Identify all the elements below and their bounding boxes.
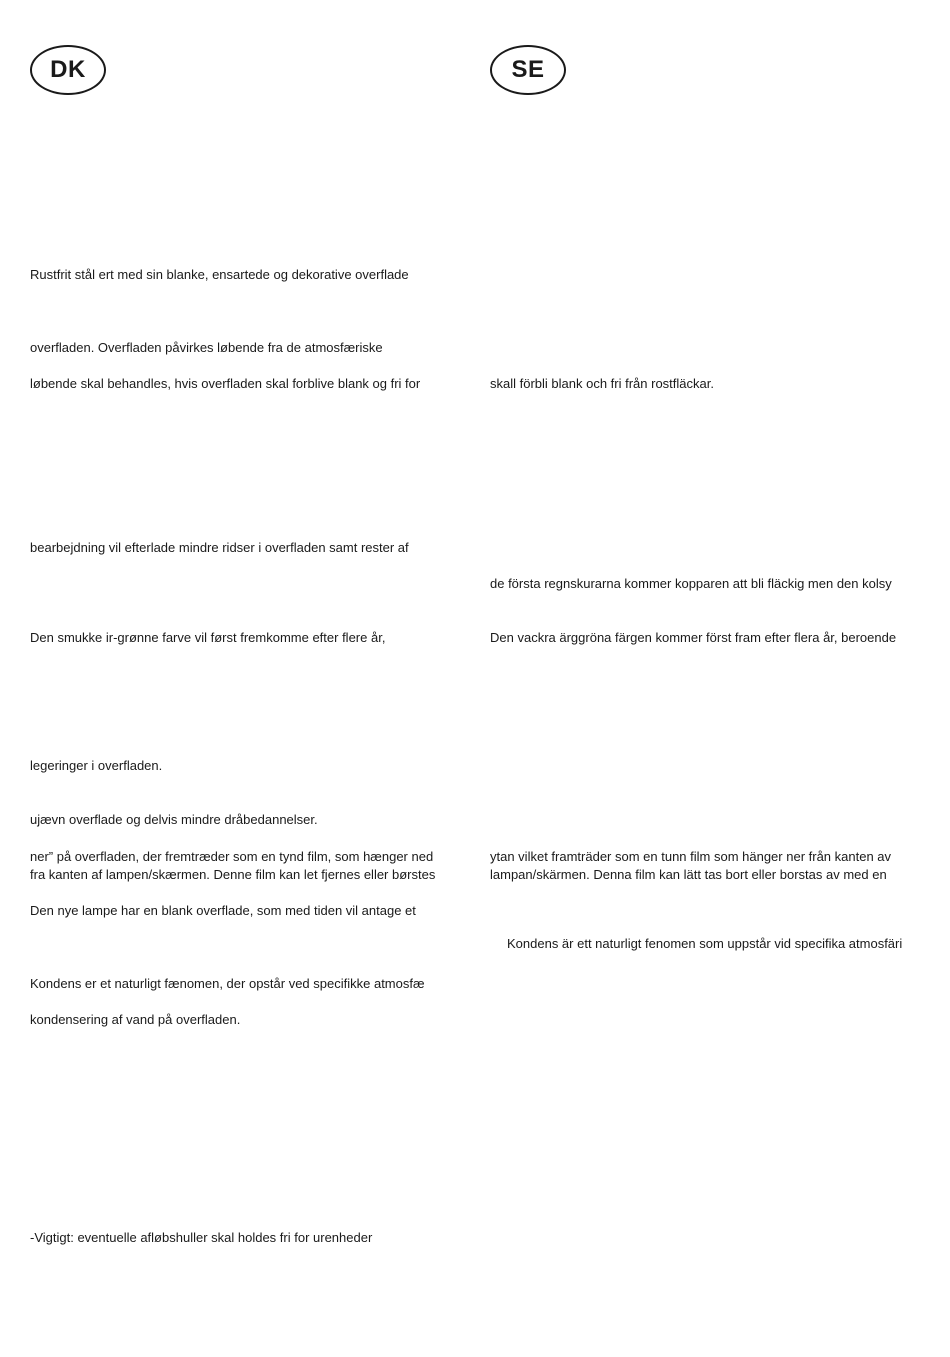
dk-text-line: Kondens er et naturligt fænomen, der opstår ved specifikke atmosfæ — [30, 976, 425, 991]
language-badge-dk: DK — [30, 45, 106, 95]
se-text-line: skall förbli blank och fri från rostfläckar. — [490, 376, 714, 391]
dk-text-line: ner” på overfladen, der fremtræder som en tynd film, som hænger ned — [30, 849, 434, 864]
dk-text-line: fra kanten af lampen/skærmen. Denne film kan let fjernes eller børstes — [30, 867, 436, 882]
dk-text-line: bearbejdning vil efterlade mindre ridser i overfladen samt rester af — [30, 540, 409, 555]
se-text-line: ytan vilket framträder som en tunn film som hänger ner från kanten av — [490, 849, 892, 864]
dk-text-line: -Vigtigt: eventuelle afløbshuller skal holdes fri for urenheder — [30, 1230, 373, 1245]
se-text-line: lampan/skärmen. Denna film kan lätt tas bort eller borstas av med en — [490, 867, 887, 882]
se-text-line: de första regnskurarna kommer kopparen att bli fläckig men den kolsy — [490, 576, 892, 591]
dk-text-line: Rustfrit stål ert med sin blanke, ensartede og dekorative overflade — [30, 267, 409, 282]
dk-text-line: løbende skal behandles, hvis overfladen skal forblive blank og fri for — [30, 376, 421, 391]
language-badge-se: SE — [490, 45, 566, 95]
dk-text-line: ujævn overflade og delvis mindre dråbedannelser. — [30, 812, 318, 827]
se-text-line: Den vackra ärggröna färgen kommer först fram efter flera år, beroende — [490, 630, 897, 645]
dk-text-line: overfladen. Overfladen påvirkes løbende fra de atmosfæriske — [30, 340, 383, 355]
dk-text-line: Den smukke ir-grønne farve vil først fremkomme efter flere år, — [30, 630, 386, 645]
dk-text-line: legeringer i overfladen. — [30, 758, 163, 773]
dk-text-line: kondensering af vand på overfladen. — [30, 1012, 241, 1027]
se-text-line: Kondens är ett naturligt fenomen som uppstår vid specifika atmosfäri — [507, 936, 903, 951]
dk-text-line: Den nye lampe har en blank overflade, som med tiden vil antage et — [30, 903, 416, 918]
